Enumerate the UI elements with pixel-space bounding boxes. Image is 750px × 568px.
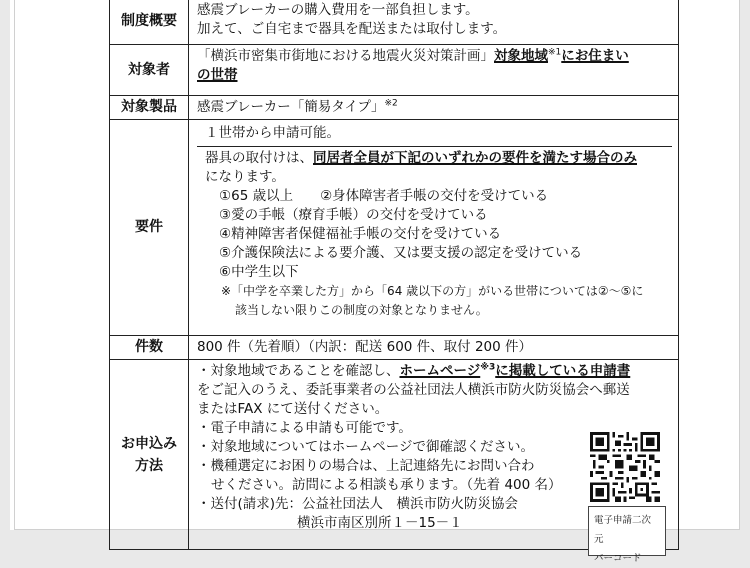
row-requirements xyxy=(110,120,679,336)
apply-line-1-pre: ・対象地域であることを確認し、 xyxy=(197,363,400,379)
req-note-line-1: ※「中学を卒業した方」から「64 歳以下の方」がいる世帯については②～⑤に xyxy=(221,284,644,298)
label-apply-2: 方法 xyxy=(135,457,163,474)
product-text: 感震ブレーカー「簡易タイプ」 xyxy=(197,99,385,115)
requirements-detail xyxy=(197,147,672,322)
cell-product xyxy=(189,96,679,120)
row-overview xyxy=(110,0,679,45)
label-requirements: 要件 xyxy=(110,120,189,336)
req-item-3: ④精神障害者保健福祉手帳の交付を受けている xyxy=(219,226,502,242)
req-item-1: ①65 歳以上 ②身体障害者手帳の交付を受けている xyxy=(219,188,549,204)
req-item-2: ③愛の手帳（療育手帳）の交付を受けている xyxy=(219,207,488,223)
row-product xyxy=(110,96,679,120)
label-apply-1: お申込み xyxy=(121,435,177,452)
application-form-text: に掲載している申請書 xyxy=(495,363,631,379)
label-apply xyxy=(110,360,189,550)
footnote-ref-3: ※3 xyxy=(480,362,496,373)
req-intro-pre: 器具の取付けは、 xyxy=(205,150,313,166)
row-count xyxy=(110,336,679,360)
label-product: 対象製品 xyxy=(110,96,189,120)
req-intro-post: になります。 xyxy=(205,169,285,185)
label-overview: 制度概要 xyxy=(110,0,189,45)
apply-line-5: ・対象地域についてはホームページで御確認ください。 xyxy=(197,439,534,455)
target-area-text: 対象地域 xyxy=(494,48,548,64)
qr-code-caption-box xyxy=(588,506,666,564)
cell-apply xyxy=(189,360,679,564)
apply-line-9: 横浜市南区別所１－15－１ xyxy=(297,515,463,531)
document-page xyxy=(10,0,740,564)
apply-line-8: ・送付(請求)先：公益社団法人 横浜市防火防災協会 xyxy=(197,496,519,512)
row-apply xyxy=(110,360,679,550)
target-reside-text: にお住まい xyxy=(561,48,629,64)
footnote-ref-1: ※1 xyxy=(548,47,562,58)
label-target: 対象者 xyxy=(110,45,189,96)
cell-requirements xyxy=(189,120,679,336)
apply-line-4: ・電子申請による申請も可能です。 xyxy=(197,420,412,436)
footnote-ref-2: ※2 xyxy=(384,98,398,109)
overview-line-1: 感震ブレーカーの購入費用を一部負担します。 xyxy=(197,2,479,18)
cell-overview xyxy=(189,0,679,45)
apply-line-3: またはFAX にて送付ください。 xyxy=(197,401,389,417)
row-target xyxy=(110,45,679,96)
apply-line-2: をご記入のうえ、委託事業者の公益社団法人横浜市防火防災協会へ郵送 xyxy=(197,382,630,398)
target-plan-name: 「横浜市密集市街地における地震火災対策計画」 xyxy=(197,48,494,64)
qr-caption-line-1: 電子申請二次元 xyxy=(594,515,652,545)
req-item-4: ⑤介護保険法による要介護、又は要支援の認定を受けている xyxy=(219,245,583,261)
target-household-text: の世帯 xyxy=(197,67,238,83)
req-intro-underlined: 同居者全員が下記のいずれかの要件を満たす場合のみ xyxy=(313,150,637,166)
requirements-first: １世帯から申請可能。 xyxy=(197,122,672,147)
apply-line-6: ・機種選定にお困りの場合は、上記連絡先にお問い合わ xyxy=(197,458,535,474)
label-count: 件数 xyxy=(110,336,189,360)
req-note-line-2: 該当しない限りこの制度の対象となりません。 xyxy=(235,303,488,317)
cell-count: 800 件（先着順）（内訳：配送 600 件、取付 200 件） xyxy=(189,336,679,360)
cell-target xyxy=(189,45,679,96)
overview-line-2: 加えて、ご自宅まで器具を配送または取付します。 xyxy=(197,21,507,37)
qr-code-icon[interactable] xyxy=(590,432,660,502)
apply-line-7: せください。訪問による相談も承ります。（先着 400 名） xyxy=(211,477,562,493)
req-item-5: ⑥中学生以下 xyxy=(219,264,299,280)
homepage-link[interactable]: ホームページ xyxy=(399,363,481,379)
program-info-table xyxy=(109,0,679,564)
qr-caption-line-2: バーコード xyxy=(594,553,642,564)
